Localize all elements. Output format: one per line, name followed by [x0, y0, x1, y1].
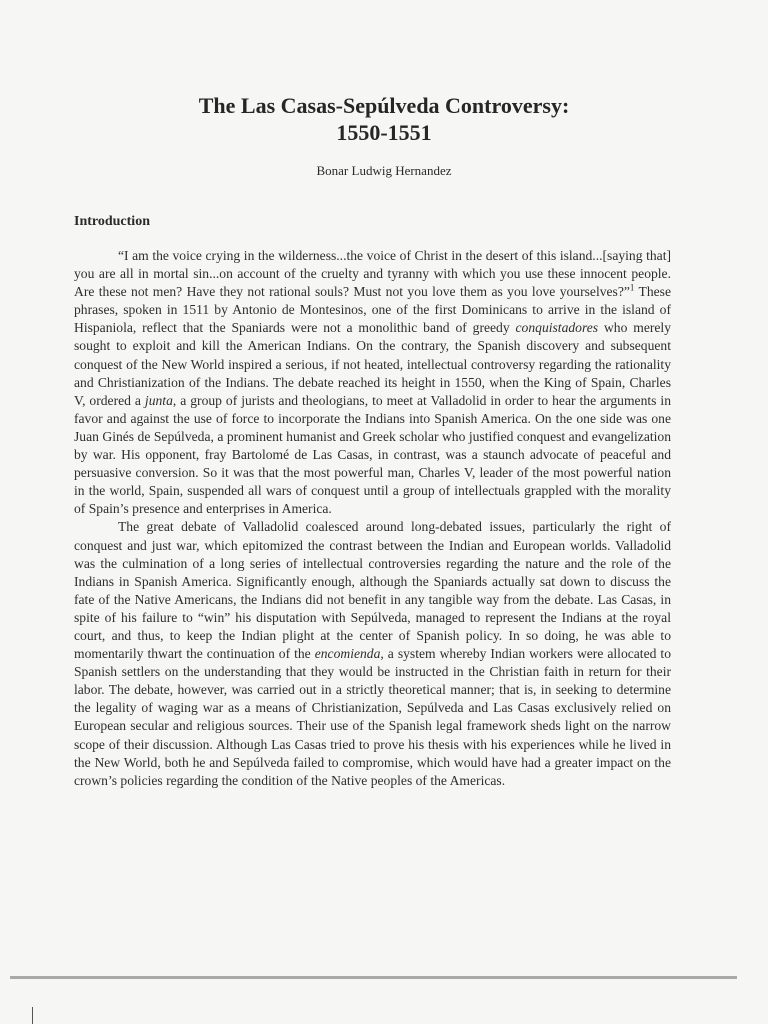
italic-term-junta: junta [144, 392, 173, 408]
paragraph-1-text-1: “I am the voice crying in the wilderness...the voice of Christ in the desert of this island...[saying that] you are all in mortal sin...on account of the cruelty and tyranny with which you use these innocent people. Are these not men? Have they not rational souls? Must not you love them as you love yourselves?” [74, 248, 671, 300]
paragraph-1-text-2: These phrases, spoken in 1511 by Antonio de Montesinos, one of the first Dominicans to arrive in the island of Hispaniola, reflect that the Spaniards were not a monolithic band of greedy [74, 284, 671, 336]
document-title [0, 92, 768, 146]
paragraph-2 [74, 518, 671, 789]
title-line-1: The Las Casas-Sepúlveda Controversy: [198, 93, 570, 118]
author-name: Bonar Ludwig Hernandez [316, 163, 452, 178]
paragraph-1-text-4: , a group of jurists and theologians, to meet at Valladolid in order to hear the arguments in favor and against the use of force to incorporate the Indians into Spanish America. On the one side was one Juan Ginés de Sepúlveda, a prominent humanist and Greek scholar who justified conquest and evangelization by war. His opponent, fray Bartolomé de Las Casas, in contrast, was a staunch advocate of peaceful and persuasive conversion. So it was that the most powerful man, Charles V, leader of the most powerful nation in the world, Spain, suspended all wars of conquest until a group of intellectuals grappled with the morality of Spain’s presence and enterprises in America. [74, 392, 671, 517]
title-line-2: 1550-1551 [336, 120, 432, 145]
paragraph-2-text-2: , a system whereby Indian workers were allocated to Spanish settlers on the understanding that they would be instructed in the Christian faith in return for their labor. The debate, however, was carried out in a strictly theoretical manner; that is, in seeking to determine the legality of waging war as a means of Christianization, Sepúlveda and Las Casas exclusively relied on European secular and religious sources. Their use of the Spanish legal framework sheds light on the narrow scope of their discussion. Although Las Casas tried to prove his thesis with his experiences while he lived in the New World, both he and Sepúlveda failed to compromise, which would have had a greater impact on the crown’s policies regarding the condition of the Native peoples of the Americas. [74, 646, 671, 788]
body-text [74, 247, 671, 790]
italic-term-encomienda: encomienda [314, 646, 381, 662]
paragraph-1 [74, 247, 671, 518]
section-heading-introduction: Introduction [74, 214, 150, 229]
footnote-marker: 1 [629, 282, 635, 293]
paragraph-2-text-1: The great debate of Valladolid coalesced around long-debated issues, particularly the right of conquest and just war, which epitomized the contrast between the Indian and European worlds. Valladolid was the culmination of a long series of intellectual controversies regarding the nature and the role of the Indians in Spanish America. Significantly enough, although the Spaniards actually sat down to discuss the fate of the Native Americans, the Indians did not benefit in any tangible way from the debate. Las Casas, in spite of his failure to “win” his disputation with Sepúlveda, managed to represent the Indians at the royal court, and thus, to keep the Indian plight at the center of Spanish policy. In so doing, he was able to momentarily thwart the continuation of the [74, 519, 671, 662]
scan-edge-mark [32, 1007, 33, 1024]
page-bottom-rule [10, 976, 737, 979]
italic-term-conquistadores: conquistadores [515, 320, 599, 336]
paragraph-1-text-3: who merely sought to exploit and kill the American Indians. On the contrary, the Spanish discovery and subsequent conquest of the New World inspired a serious, if not heated, intellectual controversy regarding the rationality and Christianization of the Indians. The debate reached its height in 1550, when the King of Spain, Charles V, ordered a [74, 320, 671, 408]
